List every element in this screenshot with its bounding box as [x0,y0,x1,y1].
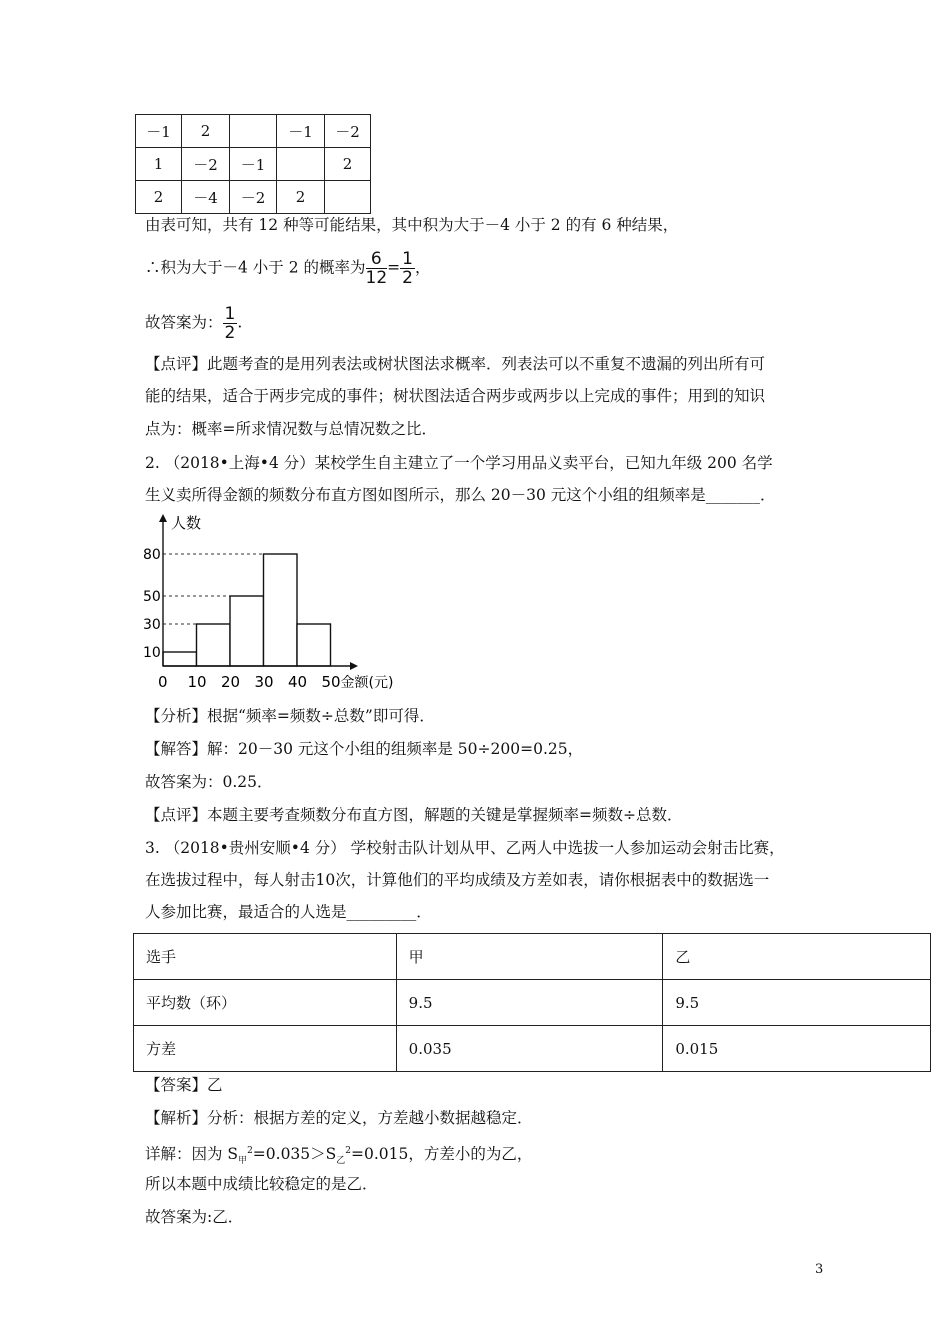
table-cell: 0.015 [663,1026,931,1072]
q3-analysis: 【解析】分析：根据方差的定义，方差越小数据越稳定． [145,1109,533,1127]
table-row [136,115,371,148]
q3-line3: 人参加比赛，最适合的人选是_________． [145,903,432,921]
q1-comment-line1: 【点评】此题考查的是用列表法或树状图法求概率．列表法可以不重复不遗漏的列出所有可 [145,355,766,373]
q3-line1: 3. （2018•贵州安顺•4 分） 学校射击队计划从甲、乙两人中选拔一人参加运动会射击比赛， [145,839,785,857]
table-cell: －1 [230,148,277,181]
histogram-bar [297,624,331,666]
q2-analysis: 【分析】根据“频率=频数÷总数”即可得． [145,707,435,725]
table-cell: 1 [136,148,182,181]
q3-detail-part-c: =0.015，方差小的为乙， [351,1145,533,1163]
table-cell: 2 [277,181,325,214]
subscript-jia: 甲 [238,1156,248,1167]
q3-detail-part-a: 详解：因为 S [145,1145,239,1163]
table-row [136,181,371,214]
q1-line2-prefix: ∴积为大于－4 小于 2 的概率为 [145,258,366,277]
q3-final: 故答案为:乙． [145,1208,244,1226]
table-cell: －4 [182,181,230,214]
table-cell: 平均数（环） [134,980,397,1026]
table-cell: 方差 [134,1026,397,1072]
q1-answer [145,305,242,342]
x-tick-label: 0 [158,673,168,691]
x-tick-label: 10 [187,673,207,691]
q1-line2-suffix: ， [414,258,431,277]
q1-line1: 由表可知，共有 12 种等可能结果，其中积为大于－4 小于 2 的有 6 种结果， [145,216,679,234]
x-tick-label: 30 [254,673,274,691]
shooter-table [133,933,931,1072]
table-row [134,1026,931,1072]
histogram-bar [197,624,231,666]
q3-line2: 在选拔过程中，每人射击10次，计算他们的平均成绩及方差如表，请你根据表中的数据选一 [145,871,770,889]
answer-fraction: $\frac{1}{2}$ [224,304,236,343]
q1-answer-suffix: . [237,313,243,332]
table-cell: 0.035 [396,1026,663,1072]
q3-detail [145,1140,532,1172]
histogram-bar [163,652,197,666]
table-cell: 2 [136,181,182,214]
superscript-2: 2 [247,1146,253,1156]
x-tick-label: 40 [288,673,308,691]
fraction-1-2: $\frac{1}{2}$ [402,249,413,288]
y-tick-label: 30 [143,617,161,633]
table-row [136,148,371,181]
q3-detail-part-b: =0.035＞S [252,1145,337,1163]
table-cell: 9.5 [396,980,663,1026]
table-cell: 9.5 [663,980,931,1026]
table-cell: －2 [230,181,277,214]
y-axis-arrow-icon [159,514,167,522]
subscript-yi: 乙 [336,1156,346,1167]
table-cell: 甲 [396,934,663,980]
x-axis-label: 金额(元) [340,675,394,691]
table-cell: 2 [325,148,371,181]
fraction-6-12: $\frac{6}{12}$ [365,249,388,288]
q1-answer-prefix: 故答案为： [145,313,223,332]
x-tick-label: 50 [321,673,341,691]
q2-solution: 【解答】解：20－30 元这个小组的组频率是 50÷200=0.25， [145,740,584,758]
table-cell [277,148,325,181]
q3-conclusion: 所以本题中成绩比较稳定的是乙． [145,1175,378,1193]
y-tick-label: 50 [143,589,161,605]
page-number: 3 [815,1262,824,1277]
table-cell: 2 [182,115,230,148]
product-table [135,114,371,214]
q2-comment: 【点评】本题主要考查频数分布直方图，解题的关键是掌握频率=频数÷总数． [145,806,683,824]
q1-line2 [145,250,431,287]
table-cell: －2 [182,148,230,181]
table-row [134,934,931,980]
table-cell [325,181,371,214]
q2-answer: 故答案为：0.25． [145,773,273,791]
frequency-histogram [140,512,420,697]
y-tick-label: 80 [143,547,161,563]
q1-comment-line2: 能的结果，适合于两步完成的事件；树状图法适合两步或两步以上完成的事件；用到的知识 [145,387,766,405]
q2-line2: 生义卖所得金额的频数分布直方图如图所示，那么 20－30 元这个小组的组频率是_______． [145,486,776,504]
q1-comment-line3: 点为：概率=所求情况数与总情况数之比． [145,420,437,438]
table-cell: －1 [136,115,182,148]
table-cell: 乙 [663,934,931,980]
x-axis-arrow-icon [350,662,358,670]
table-row [134,980,931,1026]
histogram-bar [230,596,264,666]
table-cell: －1 [277,115,325,148]
histogram-bar [264,554,298,666]
table-cell [230,115,277,148]
table-cell: －2 [325,115,371,148]
q2-line1: 2. （2018•上海•4 分）某校学生自主建立了一个学习用品义卖平台，已知九年级 200 名学 [145,454,773,472]
equals-sign: = [387,258,401,277]
x-tick-label: 20 [221,673,241,691]
table-cell: 选手 [134,934,397,980]
y-tick-label: 10 [143,645,161,661]
q3-answer: 【答案】乙 [145,1076,223,1094]
superscript-2: 2 [345,1146,352,1156]
y-axis-label: 人数 [171,514,202,532]
